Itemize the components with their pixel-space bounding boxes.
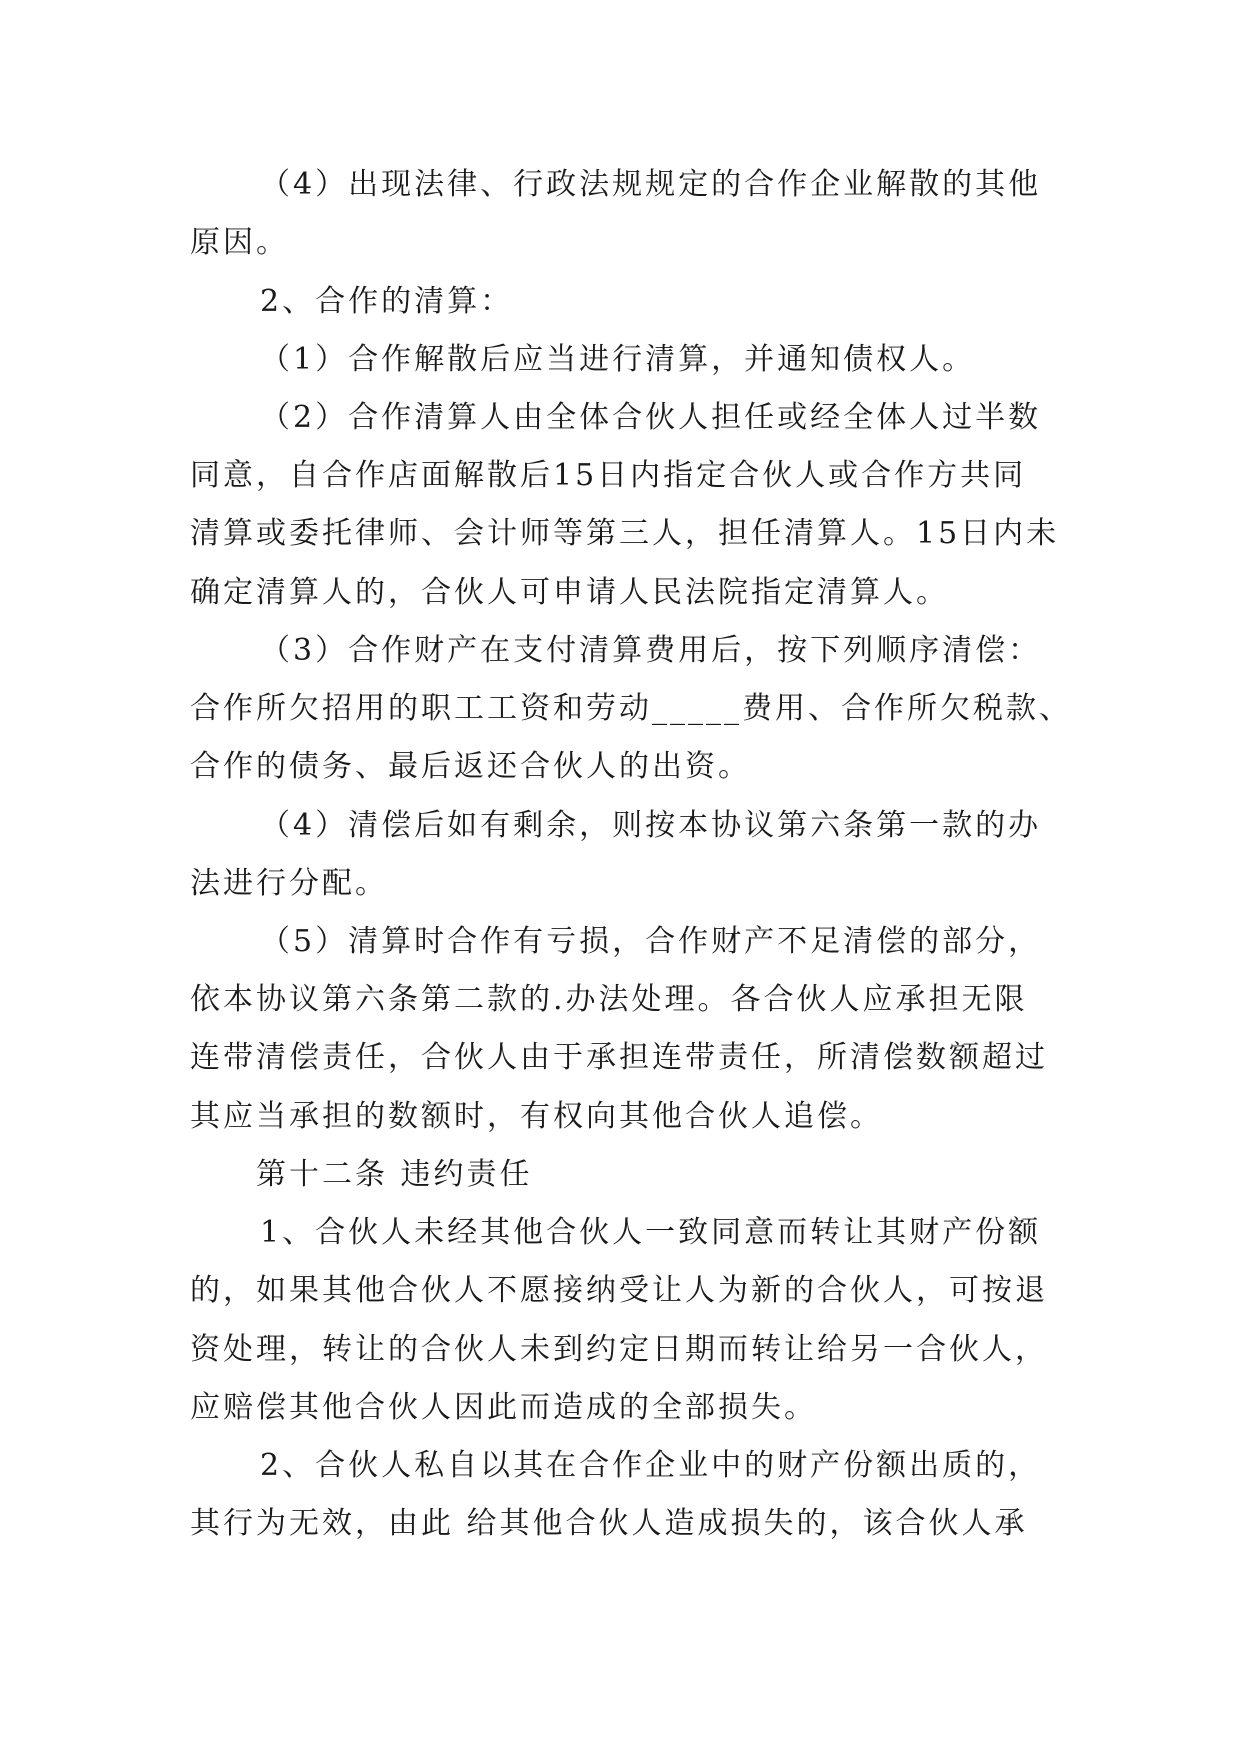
- text-line: （4）出现法律、行政法规规定的合作企业解散的其他: [260, 167, 1042, 202]
- text-line: 其应当承担的数额时，有权向其他合伙人追偿。: [190, 1099, 883, 1134]
- text-line: 同意，自合作店面解散后15日内指定合伙人或合作方共同: [190, 458, 1027, 493]
- text-line: 资处理，转让的合伙人未到约定日期而转让给另一合伙人，: [190, 1332, 1048, 1367]
- text-line: 连带清偿责任，合伙人由于承担连带责任，所清偿数额超过: [190, 1040, 1048, 1075]
- text-line: 清算或委托律师、会计师等第三人，担任清算人。15日内未: [190, 516, 1060, 551]
- text-line: 其行为无效，由此 给其他合伙人造成损失的，该合伙人承: [190, 1506, 1028, 1541]
- text-line: 1、合伙人未经其他合伙人一致同意而转让其财产份额: [260, 1215, 1042, 1250]
- text-line: （2）合作清算人由全体合伙人担任或经全体人过半数: [260, 400, 1042, 435]
- text-line: 合作所欠招用的职工工资和劳动_____费用、合作所欠税款、: [190, 691, 1072, 726]
- text-line: 法进行分配。: [190, 866, 388, 901]
- text-line: 原因。: [190, 225, 289, 260]
- section-heading: 第十二条 违约责任: [256, 1157, 533, 1192]
- text-line: （1）合作解散后应当进行清算，并通知债权人。: [260, 342, 976, 377]
- text-line: 确定清算人的，合伙人可申请人民法院指定清算人。: [190, 575, 949, 610]
- text-line: （3）合作财产在支付清算费用后，按下列顺序清偿：: [260, 633, 1042, 668]
- text-line: （4）清偿后如有剩余，则按本协议第六条第一款的办: [260, 808, 1042, 843]
- text-line: 应赔偿其他合伙人因此而造成的全部损失。: [190, 1390, 817, 1425]
- text-line: 依本协议第六条第二款的.办法处理。各合伙人应承担无限: [190, 982, 1028, 1017]
- text-line: 合作的债务、最后返还合伙人的出资。: [190, 749, 751, 784]
- text-line: 的，如果其他合伙人不愿接纳受让人为新的合伙人，可按退: [190, 1273, 1048, 1308]
- text-line: （5）清算时合作有亏损，合作财产不足清偿的部分，: [260, 924, 1042, 959]
- text-line: 2、合作的清算：: [260, 284, 514, 319]
- text-line: 2、合伙人私自以其在合作企业中的财产份额出质的，: [260, 1448, 1042, 1483]
